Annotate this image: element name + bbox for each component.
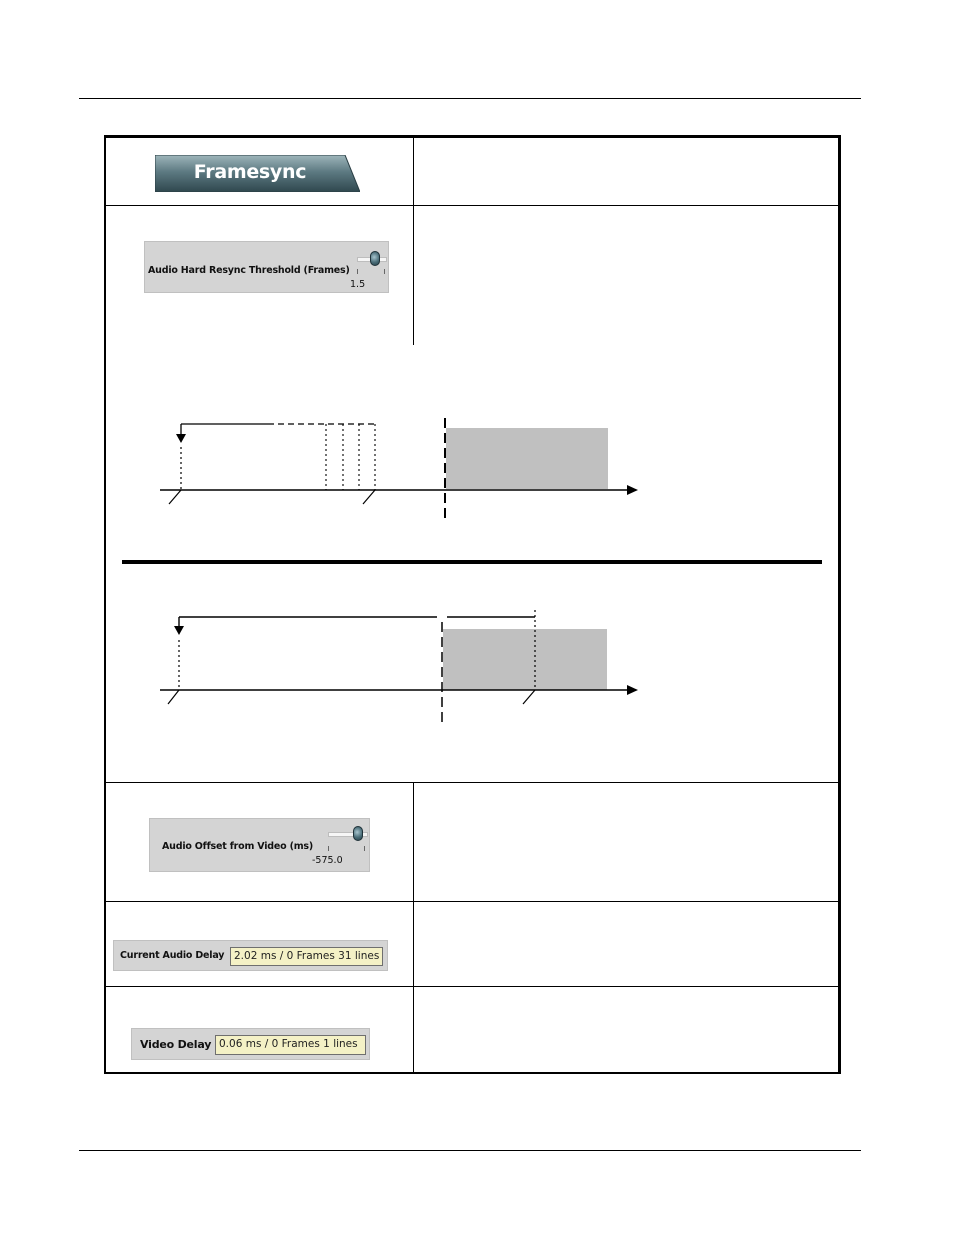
axis-tick	[523, 690, 535, 704]
delay-block	[446, 428, 608, 489]
audio-hard-resync-value: 1.5	[350, 279, 366, 290]
axis-arrowhead	[627, 485, 638, 495]
resync-arrowhead	[176, 434, 186, 443]
axis-tick	[168, 690, 179, 704]
video-delay-display: 0.06 ms / 0 Frames 1 lines	[215, 1035, 366, 1055]
slider-tick	[364, 846, 365, 851]
current-audio-delay-panel	[113, 940, 388, 971]
audio-offset-panel	[149, 818, 370, 872]
axis-arrowhead	[627, 685, 638, 695]
video-delay-panel	[131, 1028, 370, 1060]
framesync-tab-label: Framesync	[193, 161, 307, 183]
current-audio-delay-label: Current Audio Delay	[120, 950, 225, 961]
offset-arrowhead	[174, 626, 184, 635]
audio-hard-resync-label: Audio Hard Resync Threshold (Frames)	[148, 265, 350, 276]
delay-block	[443, 629, 607, 690]
diagram-hard-resync	[160, 418, 638, 523]
audio-offset-slider-knob[interactable]	[353, 826, 363, 841]
current-audio-delay-display: 2.02 ms / 0 Frames 31 lines	[230, 947, 383, 966]
axis-tick	[363, 490, 375, 504]
audio-offset-value: -575.0	[312, 855, 343, 866]
axis-tick	[169, 490, 181, 504]
video-delay-label: Video Delay	[140, 1038, 212, 1051]
slider-tick	[328, 846, 329, 851]
diagram-offset	[160, 610, 638, 724]
audio-offset-label: Audio Offset from Video (ms)	[162, 841, 314, 852]
